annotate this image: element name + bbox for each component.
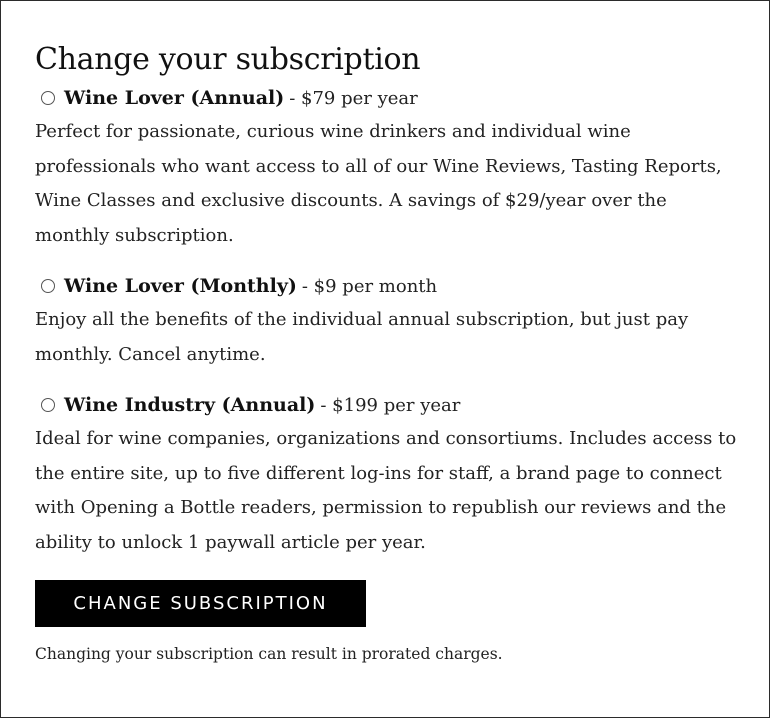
option-name: Wine Lover (Annual)	[64, 87, 285, 109]
radio-wine-lover-annual[interactable]	[41, 91, 55, 105]
option-wine-industry-annual	[35, 392, 740, 560]
option-price: - $199 per year	[320, 394, 461, 416]
option-header	[35, 392, 740, 418]
change-subscription-button[interactable]: CHANGE SUBSCRIPTION	[35, 580, 366, 627]
option-name: Wine Industry (Annual)	[64, 394, 316, 416]
page-title: Change your subscription	[35, 42, 421, 77]
radio-wine-lover-monthly[interactable]	[41, 279, 55, 293]
radio-wine-industry-annual[interactable]	[41, 398, 55, 412]
option-name: Wine Lover (Monthly)	[64, 275, 297, 297]
option-description: Ideal for wine companies, organizations and consortiums. Includes access to the entire site, up to five different log-ins for staff, a brand page to connect with Opening a Bottle readers, permission to republish our reviews and the ability to unlock 1 paywall article per year.	[35, 428, 737, 553]
option-wine-lover-monthly	[35, 273, 740, 372]
prorated-charges-note: Changing your subscription can result in prorated charges.	[35, 645, 503, 663]
option-price: - $9 per month	[301, 275, 438, 297]
option-description: Enjoy all the benefits of the individual annual subscription, but just pay monthly. Cancel anytime.	[35, 309, 689, 365]
subscription-form	[35, 41, 740, 663]
option-header	[35, 273, 740, 299]
option-wine-lover-annual	[35, 85, 740, 253]
option-description: Perfect for passionate, curious wine drinkers and individual wine professionals who want access to all of our Wine Reviews, Tasting Reports, Wine Classes and exclusive discounts. A savings of $29/year over the monthly subscription.	[35, 121, 722, 246]
option-header	[35, 85, 740, 111]
option-price: - $79 per year	[289, 87, 418, 109]
